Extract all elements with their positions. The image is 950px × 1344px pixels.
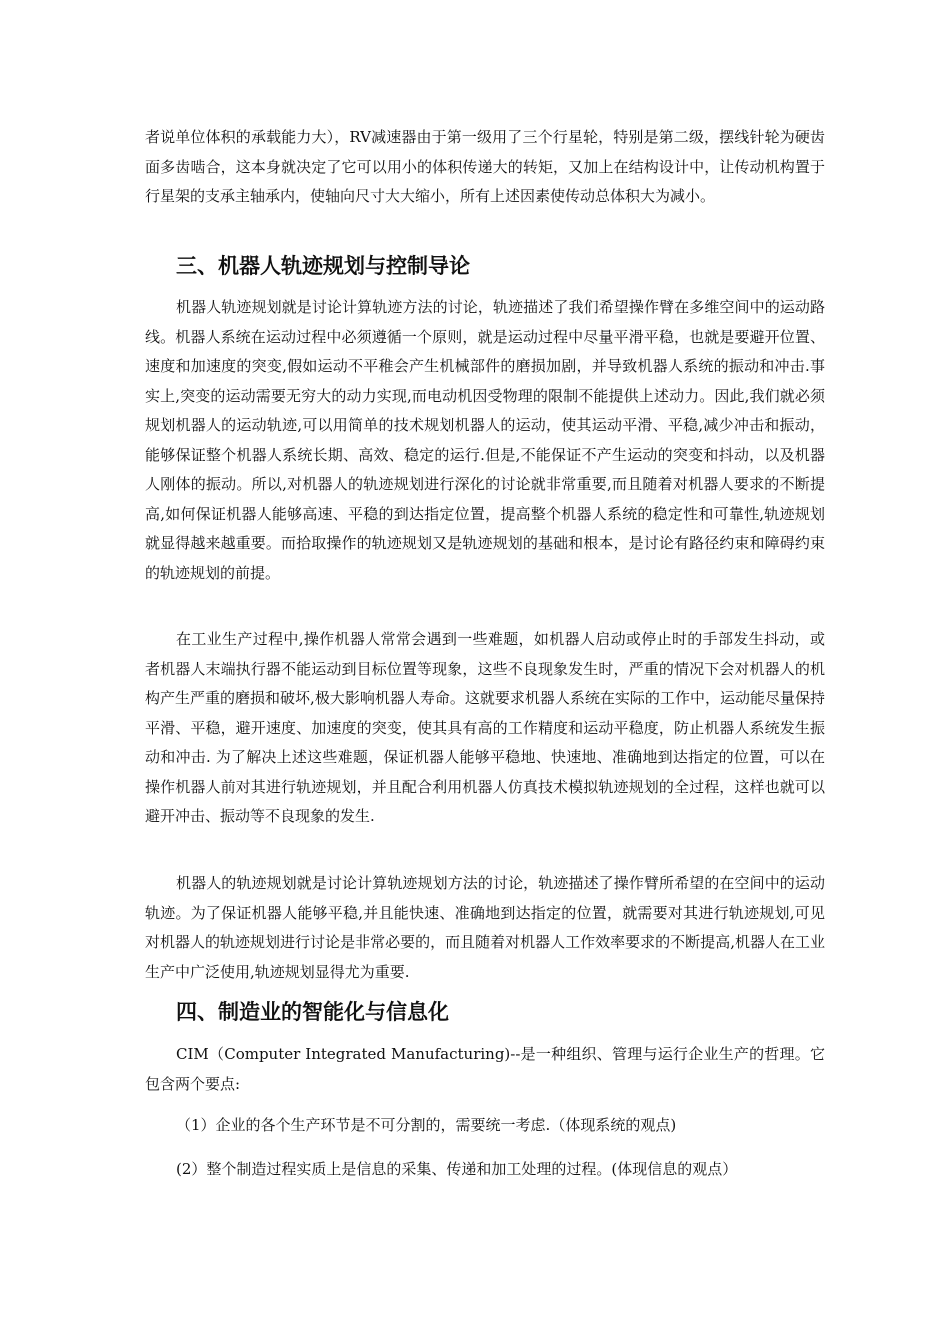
paragraph-text: 在工业生产过程中,操作机器人常常会遇到一些难题，如机器人启动或停止时的手部发生抖动，或者机器人末端执行器不能运动到目标位置等现象，这些不良现象发生时，严重的情况下会对机器人的机构产生严重的磨损和破坏,极大影响机器人寿命。这就要求机器人系统在实际的工作中，运动能尽量保持平滑、平稳，避开速度、加速度的突变，使其具有高的工作精度和运动平稳度，防止机器人系统发生振动和冲击. 为了解决上述这些难题，保证机器人能够平稳地、快速地、准确地到达指定的位置，可以在操作机器人前对其进行轨迹规划，并且配合利用机器人仿真技术模拟轨迹规划的全过程，这样也就可以避开冲击、振动等不良现象的发生.: [145, 630, 825, 825]
section-heading: 四、制造业的智能化与信息化: [176, 1000, 449, 1024]
paragraph-text: 机器人的轨迹规划就是讨论计算轨迹规划方法的讨论，轨迹描述了操作臂所希望的在空间中的运动轨迹。为了保证机器人能够平稳,并且能快速、准确地到达指定的位置，就需要对其进行轨迹规划,可见对机器人的轨迹规划进行讨论是非常必要的，而且随着对机器人工作效率要求的不断提高,机器人在工业生产中广泛使用,轨迹规划显得尤为重要.: [145, 874, 825, 981]
section-4-list-item-1: [145, 1111, 825, 1141]
section-4-list-item-2: [145, 1155, 825, 1185]
section-3-heading-block: [145, 250, 825, 282]
section-3-paragraph-2: [145, 625, 825, 832]
paragraph-text: CIM（Computer Integrated Manufacturing)--是一种组织、管理与运行企业生产的哲理。它包含两个要点:: [145, 1045, 825, 1093]
section-heading: 三、机器人轨迹规划与控制导论: [176, 254, 470, 278]
section-4-paragraph-1: [145, 1040, 825, 1099]
section-3-paragraph-1: [145, 293, 825, 588]
list-item: （1）企业的各个生产环节是不可分割的，需要统一考虑.（体现系统的观点): [176, 1116, 677, 1134]
paragraph-text: 机器人轨迹规划就是讨论计算轨迹方法的讨论，轨迹描述了我们希望操作臂在多维空间中的运动路线。机器人系统在运动过程中必须遵循一个原则，就是运动过程中尽量平滑平稳，也就是要避开位置、速度和加速度的突变,假如运动不平稚会产生机械部件的磨损加剧，并导致机器人系统的振动和冲击.事实上,突变的运动需要无穷大的动力实现,而电动机因受物理的限制不能提供上述动力。因此,我们就必须规划机器人的运动轨迹,可以用简单的技术规划机器人的运动，使其运动平滑、平稳,减少冲击和振动，能够保证整个机器人系统长期、高效、稳定的运行.但是,不能保证不产生运动的突变和抖动，以及机器人刚体的振动。所以,对机器人的轨迹规划进行深化的讨论就非常重要,而且随着对机器人要求的不断提高,如何保证机器人能够高速、平稳的到达指定位置，提高整个机器人系统的稳定性和可靠性,轨迹规划就显得越来越重要。而拾取操作的轨迹规划又是轨迹规划的基础和根本，是讨论有路径约束和障碍约束的轨迹规划的前提。: [145, 298, 825, 582]
section-4-heading-block: [145, 996, 825, 1028]
list-item: (2）整个制造过程实质上是信息的采集、传递和加工处理的过程。(体现信息的观点）: [176, 1160, 738, 1178]
section-3-paragraph-3: [145, 869, 825, 987]
paragraph-continued: [145, 123, 825, 212]
paragraph-text: 者说单位体积的承载能力大），RV减速器由于第一级用了三个行星轮，特别是第二级，摆线针轮为硬齿面多齿啮合，这本身就决定了它可以用小的体积传递大的转矩，又加上在结构设计中，让传动机构置于行星架的支承主轴承内，使轴向尺寸大大缩小，所有上述因素使传动总体积大为减小。: [145, 128, 825, 205]
